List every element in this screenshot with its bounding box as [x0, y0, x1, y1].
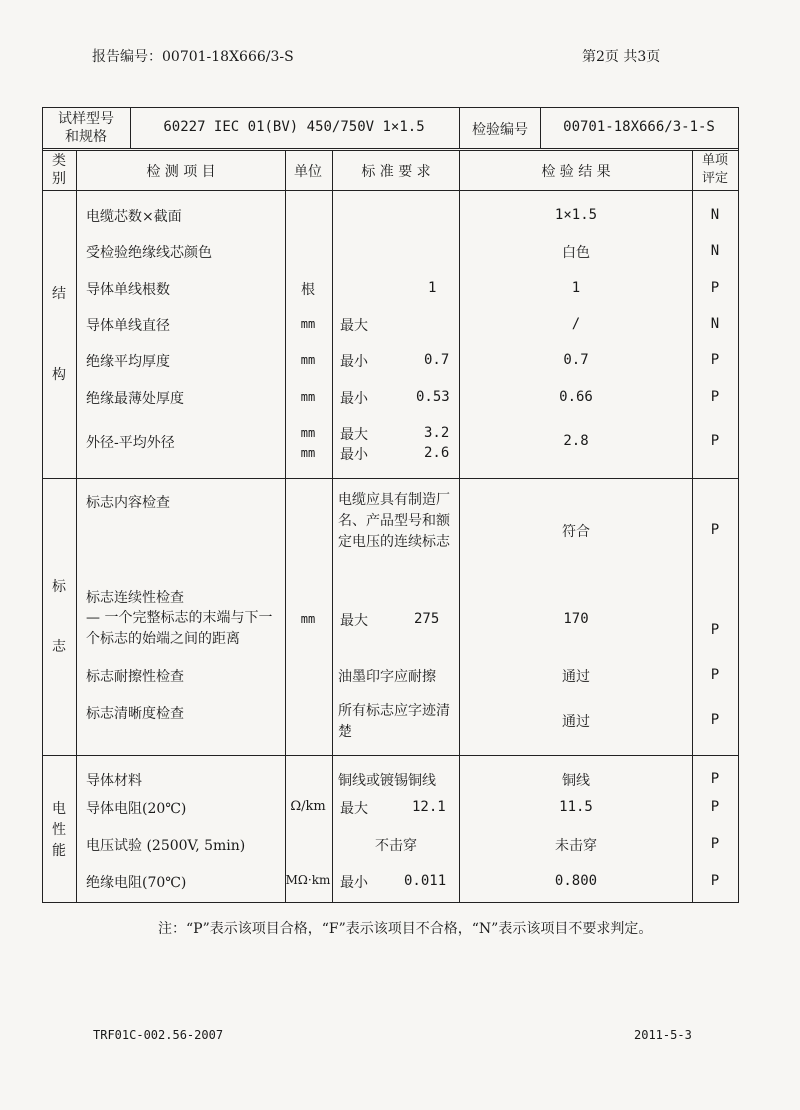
col-item: 检 测 项 目 — [146, 164, 216, 180]
report-date: 2011-5-3 — [634, 1028, 692, 1042]
section-marking-label-2: 志 — [52, 639, 66, 655]
legend-note: 注：“P”表示该项目合格，“F”表示该项目不合格，“N”表示该项目不要求判定。 — [158, 921, 653, 937]
test-number-value: 00701-18X666/3-1-S — [563, 119, 715, 135]
section-structure-label-1: 结 — [52, 286, 66, 302]
test-number-label: 检验编号 — [472, 122, 528, 138]
section-structure-label-2: 构 — [52, 367, 66, 383]
col-verdict: 单项 评定 — [701, 153, 729, 186]
section-marking-label-1: 标 — [52, 579, 66, 595]
sample-model-value: 60227 IEC 01(BV) 450/750V 1×1.5 — [163, 119, 425, 135]
col-requirement: 标 准 要 求 — [361, 164, 431, 180]
section-electrical-label: 电 性 能 — [52, 801, 66, 859]
form-code: TRF01C-002.56-2007 — [93, 1028, 224, 1042]
col-unit: 单位 — [294, 164, 322, 180]
report-number: 报告编号：00701-18X666/3-S — [92, 49, 294, 65]
page-info: 第2页 共3页 — [582, 49, 661, 65]
col-result: 检 验 结 果 — [541, 164, 611, 180]
col-category: 类 别 — [52, 153, 66, 187]
sample-model-label: 试样型号 和规格 — [58, 111, 114, 145]
